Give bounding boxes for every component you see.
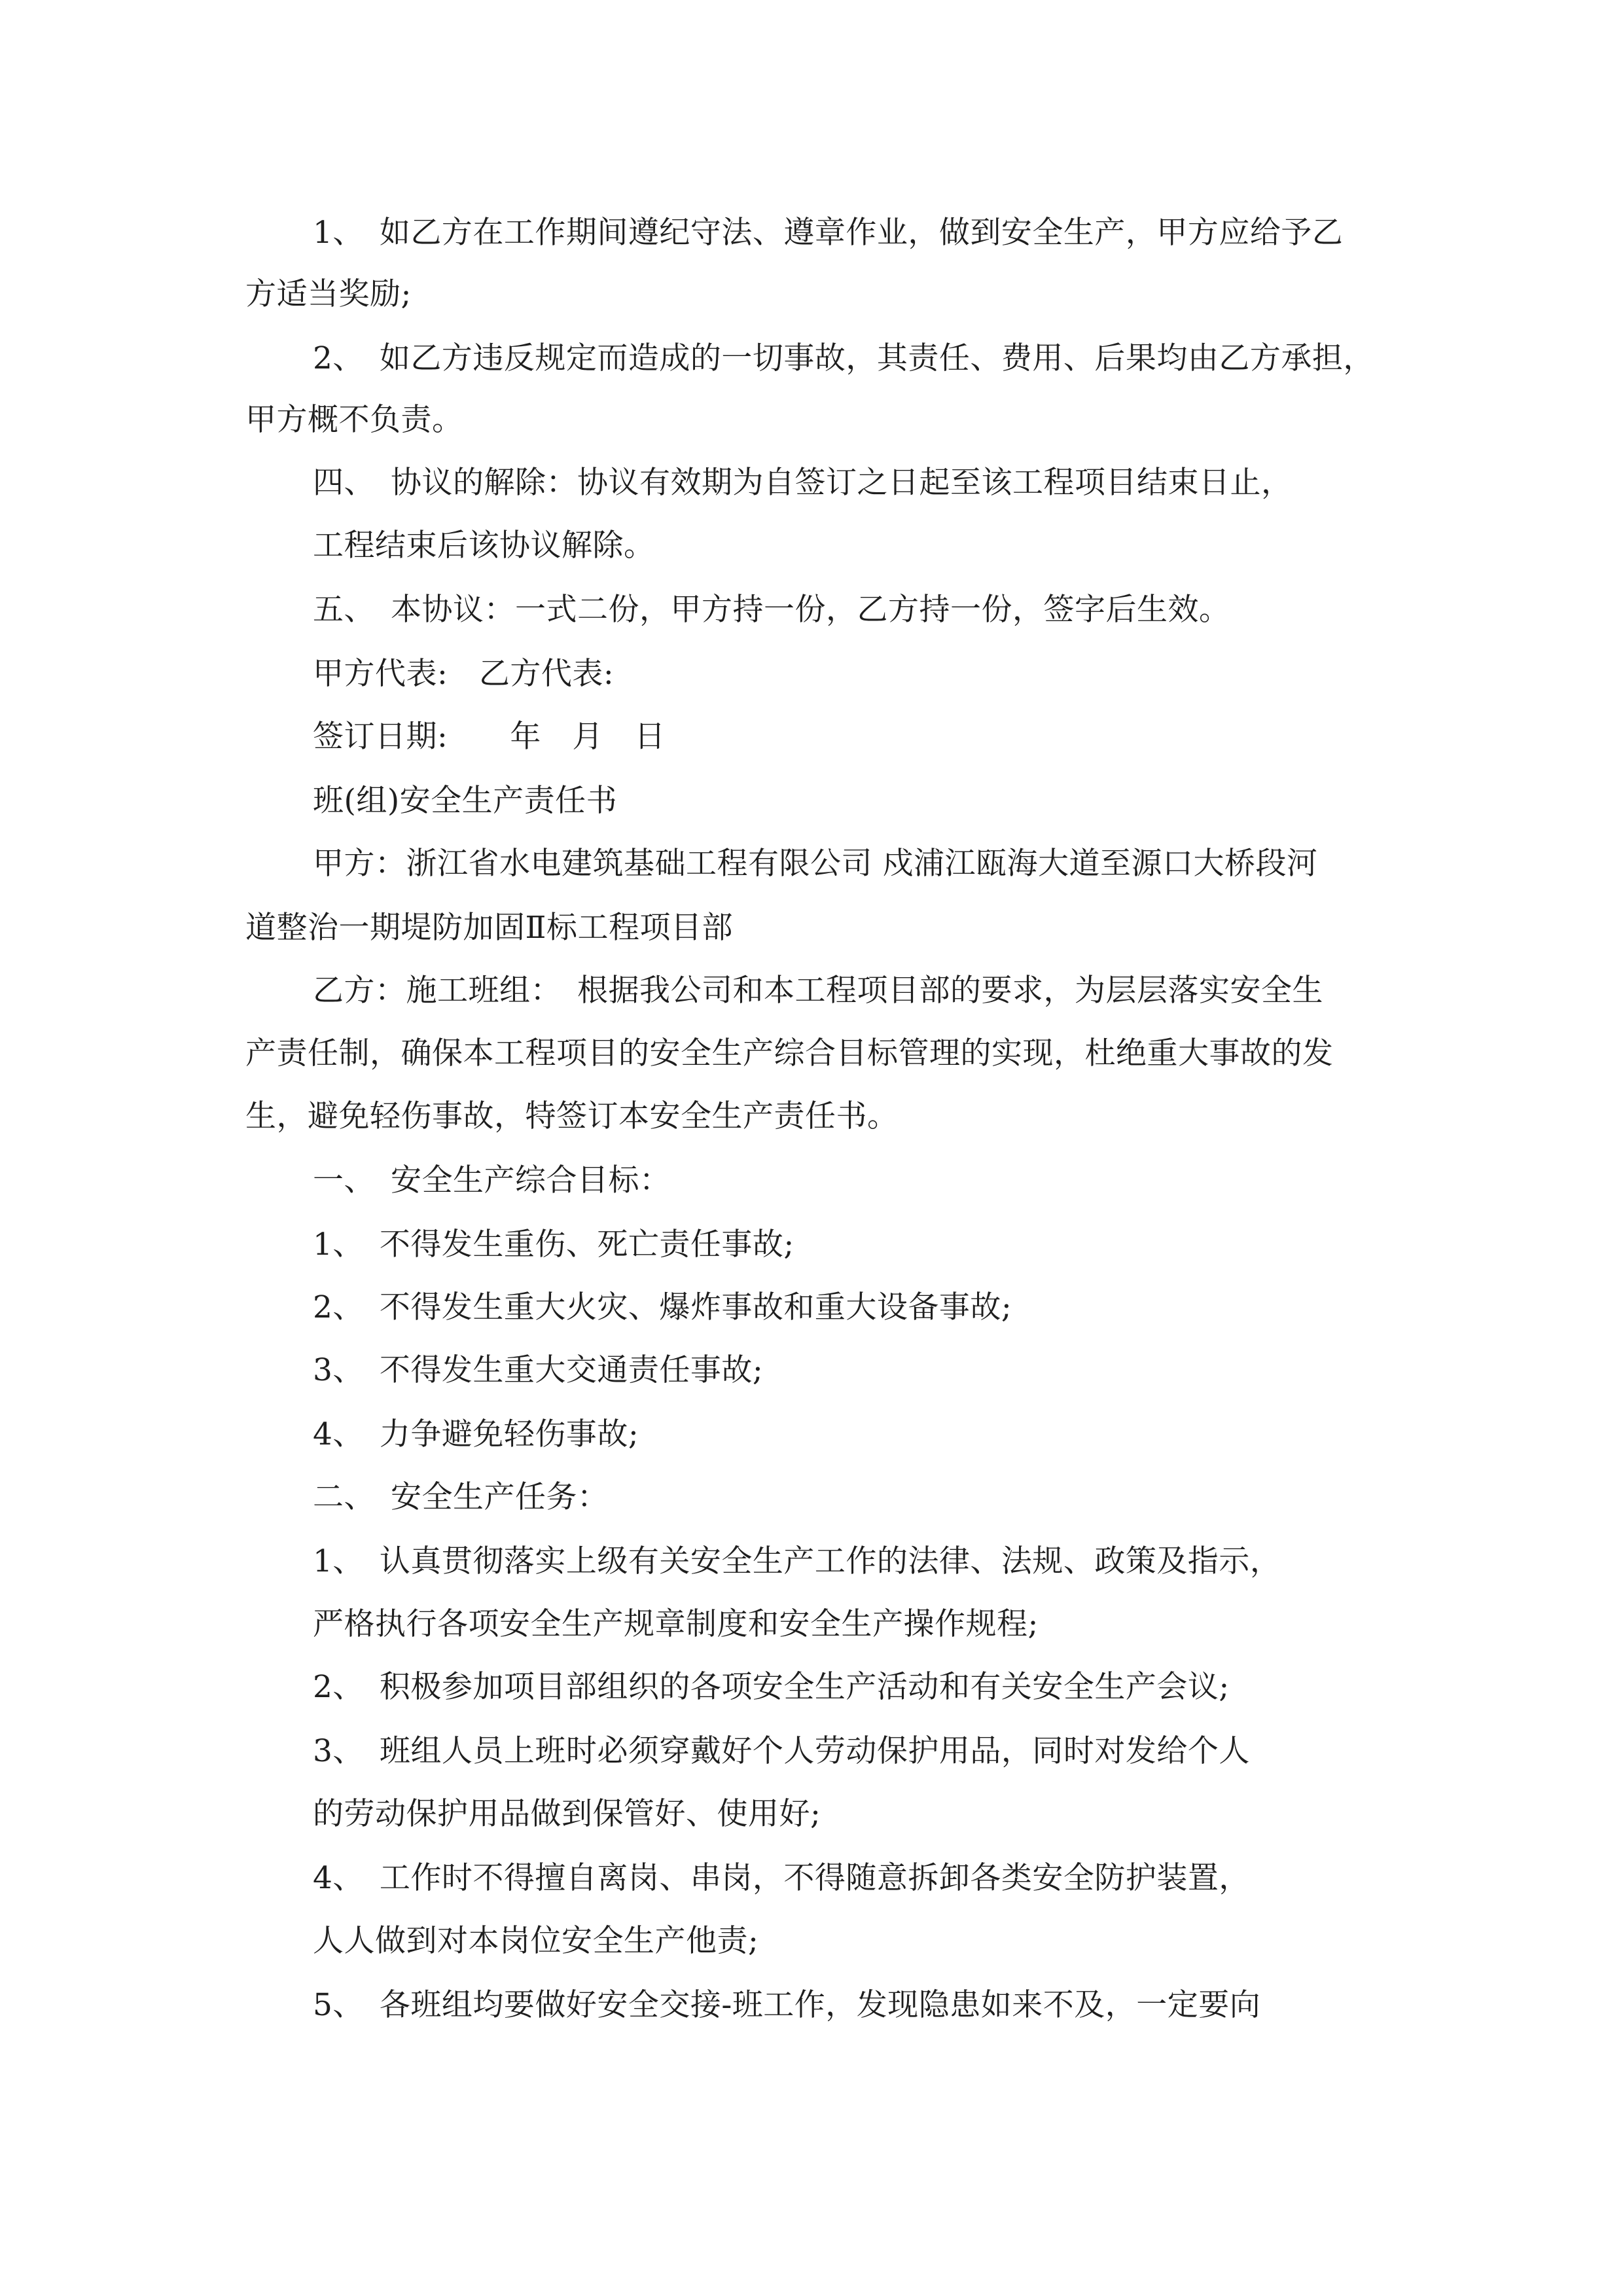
paragraph-line: 1、 如乙方在工作期间遵纪守法、遵章作业，做到安全生产，甲方应给予乙 <box>313 215 1344 251</box>
paragraph-line: 方适当奖励; <box>245 276 412 312</box>
paragraph-line: 一、 安全生产综合目标： <box>313 1162 671 1198</box>
paragraph-line: 产责任制，确保本工程项目的安全生产综合目标管理的实现，杜绝重大事故的发 <box>245 1035 1334 1071</box>
paragraph-line: 五、 本协议：一式二份，甲方持一份，乙方持一份，签字后生效。 <box>313 592 1230 628</box>
paragraph-line: 四、 协议的解除：协议有效期为自签订之日起至该工程项目结束日止， <box>313 465 1293 501</box>
paragraph-line: 5、 各班组均要做好安全交接-班工作，发现隐患如来不及，一定要向 <box>313 1987 1261 2023</box>
paragraph-line: 乙方：施工班组： 根据我公司和本工程项目部的要求，为层层落实安全生 <box>313 973 1323 1009</box>
paragraph-line: 生，避免轻伤事故，特签订本安全生产责任书。 <box>245 1098 899 1134</box>
paragraph-line: 4、 工作时不得擅自离岗、串岗，不得随意拆卸各类安全防护装置， <box>313 1860 1250 1896</box>
paragraph-line: 1、 认真贯彻落实上级有关安全生产工作的法律、法规、政策及指示， <box>313 1543 1281 1579</box>
paragraph-line: 2、 如乙方违反规定而造成的一切事故，其责任、费用、后果均由乙方承担， <box>313 340 1374 376</box>
paragraph-line: 2、 不得发生重大火灾、爆炸事故和重大设备事故; <box>313 1289 1012 1325</box>
paragraph-line: 人人做到对本岗位安全生产他责; <box>313 1923 759 1959</box>
section-title: 班(组)安全生产责任书 <box>313 783 618 819</box>
paragraph-line: 4、 力争避免轻伤事故; <box>313 1416 639 1452</box>
paragraph-line: 甲方概不负责。 <box>245 402 463 438</box>
paragraph-line: 工程结束后该协议解除。 <box>313 528 655 564</box>
paragraph-line: 甲方代表: 乙方代表: <box>313 656 615 692</box>
paragraph-line: 3、 班组人员上班时必须穿戴好个人劳动保护用品，同时对发给个人 <box>313 1733 1250 1769</box>
paragraph-line: 1、 不得发生重伤、死亡责任事故; <box>313 1227 794 1263</box>
paragraph-line: 签订日期: 年 月 日 <box>313 719 666 755</box>
paragraph-line: 2、 积极参加项目部组织的各项安全生产活动和有关安全生产会议; <box>313 1669 1230 1705</box>
paragraph-line: 严格执行各项安全生产规章制度和安全生产操作规程; <box>313 1606 1039 1642</box>
paragraph-line: 3、 不得发生重大交通责任事故; <box>313 1352 764 1388</box>
paragraph-line: 甲方：浙江省水电建筑基础工程有限公司 戍浦江瓯海大道至源口大桥段河 <box>313 846 1318 882</box>
paragraph-line: 的劳动保护用品做到保管好、使用好; <box>313 1796 821 1832</box>
paragraph-line: 二、 安全生产任务： <box>313 1479 609 1515</box>
paragraph-line: 道整治一期堤防加固Ⅱ标工程项目部 <box>245 910 733 946</box>
